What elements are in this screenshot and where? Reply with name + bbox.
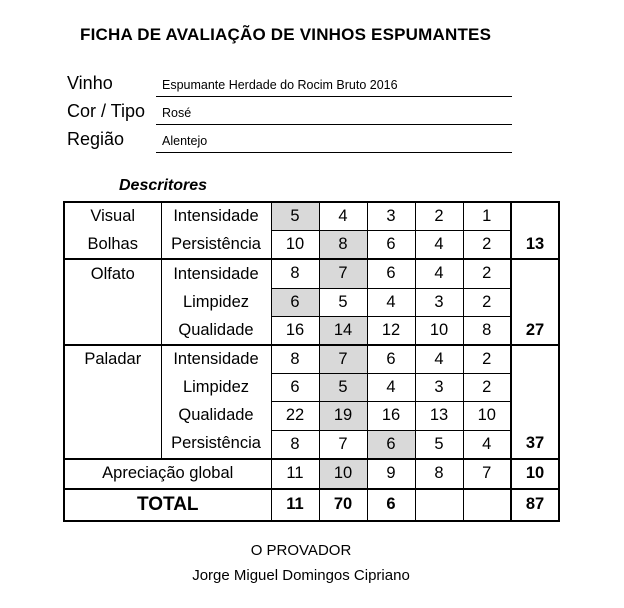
table-row xyxy=(64,202,559,231)
score-cell[interactable]: 2 xyxy=(463,288,511,316)
score-cell[interactable]: 5 xyxy=(319,288,367,316)
score-cell[interactable]: 4 xyxy=(415,259,463,288)
total-column-cell: 70 xyxy=(319,489,367,521)
score-cell[interactable]: 8 xyxy=(415,459,463,489)
score-cell[interactable]: 4 xyxy=(415,231,463,260)
page-title: FICHA DE AVALIAÇÃO DE VINHOS ESPUMANTES xyxy=(80,25,492,44)
score-cell[interactable]: 7 xyxy=(319,259,367,288)
table-row xyxy=(64,430,559,459)
score-cell[interactable]: 13 xyxy=(415,402,463,430)
score-cell[interactable]: 16 xyxy=(367,402,415,430)
score-cell[interactable]: 8 xyxy=(271,430,319,459)
subtotal-cell xyxy=(511,345,559,374)
score-cell[interactable]: 3 xyxy=(367,202,415,231)
score-cell[interactable]: 4 xyxy=(319,202,367,231)
score-cell[interactable]: 10 xyxy=(415,316,463,345)
table-row xyxy=(64,345,559,374)
table-row xyxy=(64,259,559,288)
total-column-cell: 11 xyxy=(271,489,319,521)
total-column-cell xyxy=(415,489,463,521)
group-label xyxy=(64,374,161,402)
score-cell[interactable]: 6 xyxy=(271,288,319,316)
subtotal-cell xyxy=(511,402,559,430)
criterion-label: Limpidez xyxy=(161,374,271,402)
taster-name: Jorge Miguel Domingos Cipriano xyxy=(192,567,410,584)
score-cell[interactable]: 5 xyxy=(415,430,463,459)
score-cell[interactable]: 4 xyxy=(463,430,511,459)
field-line-regiao xyxy=(156,152,512,153)
score-cell[interactable]: 6 xyxy=(367,345,415,374)
group-label xyxy=(64,402,161,430)
global-row xyxy=(64,459,559,489)
table-row xyxy=(64,288,559,316)
score-cell[interactable]: 5 xyxy=(319,374,367,402)
score-cell[interactable]: 6 xyxy=(271,374,319,402)
evaluation-table xyxy=(63,201,560,522)
subtotal-cell xyxy=(511,259,559,288)
score-cell[interactable]: 10 xyxy=(319,459,367,489)
criterion-label: Qualidade xyxy=(161,402,271,430)
field-value-cor-tipo: Rosé xyxy=(162,106,192,120)
score-cell[interactable]: 4 xyxy=(367,288,415,316)
group-label: Bolhas xyxy=(64,231,161,260)
subtotal-cell xyxy=(511,202,559,231)
criterion-label: Intensidade xyxy=(161,202,271,231)
score-cell[interactable]: 8 xyxy=(319,231,367,260)
taster-heading: O PROVADOR xyxy=(250,542,352,559)
score-cell[interactable]: 10 xyxy=(271,231,319,260)
group-label xyxy=(64,430,161,459)
group-label xyxy=(64,316,161,345)
score-cell[interactable]: 2 xyxy=(463,231,511,260)
score-cell[interactable]: 2 xyxy=(463,374,511,402)
criterion-label: Persistência xyxy=(161,231,271,260)
score-cell[interactable]: 6 xyxy=(367,259,415,288)
grand-total: 87 xyxy=(511,489,559,521)
field-label-vinho: Vinho xyxy=(67,73,113,93)
score-cell[interactable]: 16 xyxy=(271,316,319,345)
score-cell[interactable]: 9 xyxy=(367,459,415,489)
score-cell[interactable]: 7 xyxy=(319,430,367,459)
score-cell[interactable]: 7 xyxy=(319,345,367,374)
criterion-label: Persistência xyxy=(161,430,271,459)
score-cell[interactable]: 3 xyxy=(415,374,463,402)
group-label: Olfato xyxy=(64,259,161,288)
group-label: Paladar xyxy=(64,345,161,374)
table-row xyxy=(64,374,559,402)
field-label-cor-tipo: Cor / Tipo xyxy=(67,101,146,121)
score-cell[interactable]: 6 xyxy=(367,430,415,459)
score-cell[interactable]: 6 xyxy=(367,231,415,260)
score-cell[interactable]: 7 xyxy=(463,459,511,489)
score-cell[interactable]: 19 xyxy=(319,402,367,430)
score-cell[interactable]: 1 xyxy=(463,202,511,231)
subtotal-cell: 13 xyxy=(511,231,559,260)
field-value-regiao: Alentejo xyxy=(162,134,208,148)
table-row xyxy=(64,402,559,430)
criterion-label: Intensidade xyxy=(161,345,271,374)
score-cell[interactable]: 5 xyxy=(271,202,319,231)
score-cell[interactable]: 2 xyxy=(463,259,511,288)
descriptors-heading: Descritores xyxy=(119,177,208,194)
score-cell[interactable]: 2 xyxy=(415,202,463,231)
total-row xyxy=(64,489,559,521)
total-label: TOTAL xyxy=(64,489,271,521)
score-cell[interactable]: 12 xyxy=(367,316,415,345)
criterion-label: Intensidade xyxy=(161,259,271,288)
field-value-vinho: Espumante Herdade do Rocim Bruto 2016 xyxy=(162,78,398,92)
score-cell[interactable]: 22 xyxy=(271,402,319,430)
total-column-cell: 6 xyxy=(367,489,415,521)
criterion-label: Limpidez xyxy=(161,288,271,316)
subtotal-cell: 37 xyxy=(511,430,559,459)
total-column-cell xyxy=(463,489,511,521)
score-cell[interactable]: 4 xyxy=(367,374,415,402)
score-cell[interactable]: 2 xyxy=(463,345,511,374)
score-cell[interactable]: 11 xyxy=(271,459,319,489)
global-label: Apreciação global xyxy=(64,459,271,489)
field-line-vinho xyxy=(156,96,512,97)
score-cell[interactable]: 8 xyxy=(463,316,511,345)
group-label: Visual xyxy=(64,202,161,231)
score-cell[interactable]: 14 xyxy=(319,316,367,345)
global-subtotal: 10 xyxy=(511,459,559,489)
group-label xyxy=(64,288,161,316)
score-cell[interactable]: 3 xyxy=(415,288,463,316)
table-row xyxy=(64,316,559,345)
field-label-regiao: Região xyxy=(67,129,125,149)
score-cell[interactable]: 4 xyxy=(415,345,463,374)
subtotal-cell xyxy=(511,288,559,316)
subtotal-cell: 27 xyxy=(511,316,559,345)
field-line-cor-tipo xyxy=(156,124,512,125)
score-cell[interactable]: 8 xyxy=(271,345,319,374)
table-row xyxy=(64,231,559,260)
subtotal-cell xyxy=(511,374,559,402)
score-cell[interactable]: 8 xyxy=(271,259,319,288)
score-cell[interactable]: 10 xyxy=(463,402,511,430)
criterion-label: Qualidade xyxy=(161,316,271,345)
